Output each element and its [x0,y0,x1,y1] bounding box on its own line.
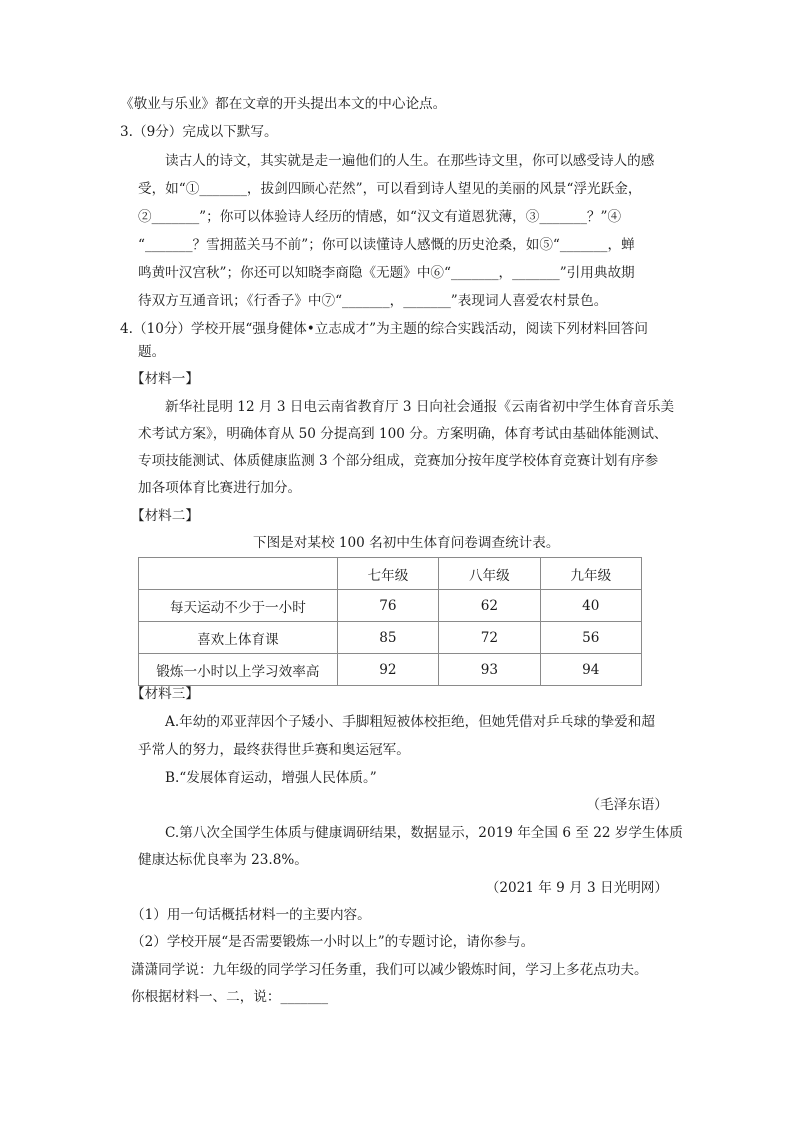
text-line: B.“发展体育运动，增强人民体质。” [165,770,377,786]
text-line: 受，如“①_______，拔剑四顾心茫然”，可以看到诗人望见的美丽的风景“浮光跃金， [138,181,642,197]
text-line: 鸣黄叶汉宫秋”；你还可以知晓李商隐《无题》中⑥“_______，_______”引用典故期 [138,265,635,281]
text-line: 新华社昆明 12 月 3 日电云南省教育厅 3 日向社会通报《云南省初中学生体育音乐美 [165,399,675,415]
table-cell: 93 [439,654,540,686]
table-caption: 下图是对某校 100 名初中生体育问卷调查统计表。 [253,535,560,551]
table-row [139,622,642,654]
table-row [139,590,642,622]
header-cell: 八年级 [439,558,540,590]
text-line: ②_______”；你可以体验诗人经历的情感，如“汉文有道恩犹薄，③_______？”④ [138,209,622,225]
table-cell: 40 [540,590,641,622]
material-3-title: 【材料三】 [131,686,199,702]
text-line: 《敬业与乐业》都在文章的开头提出本文的中心论点。 [120,96,447,112]
table-cell: 94 [540,654,641,686]
text-line: A.年幼的邓亚萍因个子矮小、手脚粗短被体校拒绝，但她凭借对乒乓球的挚爱和超 [165,714,655,730]
sub-question-1: （1）用一句话概括材料一的主要内容。 [131,907,371,923]
survey-table [138,557,642,686]
question-4-heading: 4.（10分）学校开展“强身健体•立志成才”为主题的综合实践活动，阅读下列材料回答问 [120,321,648,337]
quote-attribution: （毛泽东语） [586,797,668,813]
text-line: C.第八次全国学生体质与健康调研结果，数据显示，2019 年全国 6 至 22 岁学生体质 [165,825,683,841]
table-cell: 56 [540,622,641,654]
source-attribution: （2021 年 9 月 3 日光明网） [485,880,668,896]
table-cell: 92 [337,654,438,686]
text-line: 加各项体育比赛进行加分。 [138,480,302,496]
row-label: 喜欢上体育课 [139,622,338,654]
text-line: 待双方互通音讯；《行香子》中⑦“_______，_______”表现词人喜爱农村景色。 [138,293,608,309]
text-line: 读古人的诗文，其实就是走一遍他们的人生。在那些诗文里，你可以感受诗人的感 [165,153,655,169]
text-line: “_______？雪拥蓝关马不前”；你可以读懂诗人感慨的历史沧桑，如⑤“_______，蝉 [138,237,635,253]
row-label: 锻炼一小时以上学习效率高 [139,654,338,686]
table-row [139,654,642,686]
text-line: 健康达标优良率为 23.8%。 [138,852,308,868]
sub-question-2: （2）学校开展“是否需要锻炼一小时以上”的专题讨论，请你参与。 [131,934,535,950]
text-line: 你根据材料一、二，说：_______ [131,989,329,1005]
table-cell: 85 [337,622,438,654]
header-cell [139,558,338,590]
table-cell: 76 [337,590,438,622]
material-2-title: 【材料二】 [131,508,199,524]
text-line: 专项技能测试、体质健康监测 3 个部分组成，竞赛加分按年度学校体育竞赛计划有序参 [138,453,659,469]
table-cell: 72 [439,622,540,654]
table-header-row [139,558,642,590]
text-line: 术考试方案》，明确体育从 50 分提高到 100 分。方案明确，体育考试由基础体能测试、 [138,426,668,442]
text-line: 乎常人的努力，最终获得世乒赛和奥运冠军。 [138,742,410,758]
header-cell: 九年级 [540,558,641,590]
material-1-title: 【材料一】 [131,371,199,387]
text-line: 题。 [138,344,166,360]
table-cell: 62 [439,590,540,622]
row-label: 每天运动不少于一小时 [139,590,338,622]
header-cell: 七年级 [337,558,438,590]
text-line: 潇潇同学说：九年级的同学学习任务重，我们可以减少锻炼时间，学习上多花点功夫。 [131,962,648,978]
question-3-heading: 3.（9分）完成以下默写。 [120,124,278,140]
